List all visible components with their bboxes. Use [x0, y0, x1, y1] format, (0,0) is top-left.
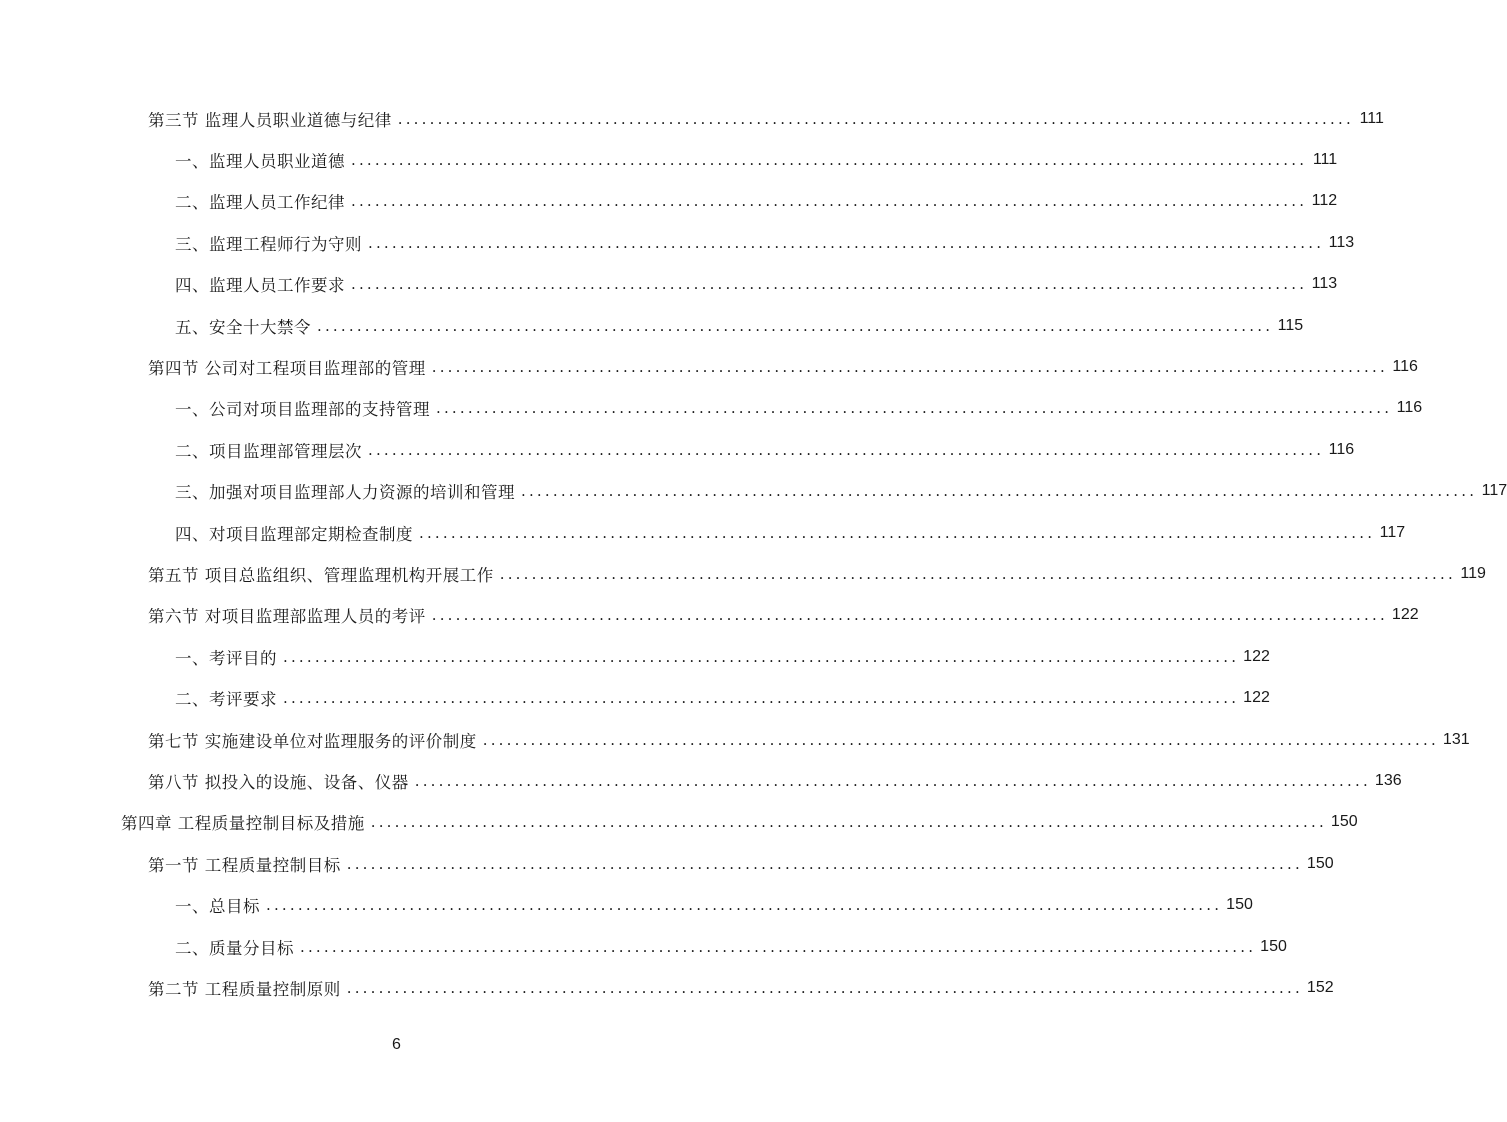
toc-entry-page: 115 — [1277, 316, 1304, 334]
toc-entry-title: 二、监理人员工作纪律 — [175, 193, 345, 213]
toc-entry[interactable] — [0, 677, 1270, 718]
toc-entry-page: 122 — [1243, 647, 1270, 665]
toc-dot-leader: ........................................................................................................................ — [436, 399, 1393, 418]
toc-entry[interactable] — [0, 98, 1384, 139]
toc-entry-page: 150 — [1330, 813, 1358, 831]
toc-dot-leader: ........................................................................................................................ — [283, 689, 1240, 708]
toc-dot-leader: ........................................................................................................................ — [499, 564, 1456, 583]
toc-entry[interactable] — [0, 429, 1355, 470]
toc-dot-leader: ........................................................................................................................ — [397, 109, 1354, 128]
toc-entry-title: 一、公司对项目监理部的支持管理 — [175, 400, 430, 420]
toc-dot-leader: ........................................................................................................................ — [266, 896, 1223, 915]
toc-entry-page: 152 — [1306, 978, 1334, 996]
toc-entry-title: 第六节 对项目监理部监理人员的考评 — [148, 607, 426, 627]
toc-dot-leader: ........................................................................................................................ — [431, 606, 1388, 625]
toc-entry-title: 第七节 实施建设单位对监理服务的评价制度 — [148, 731, 477, 751]
toc-entry-page: 116 — [1396, 399, 1423, 417]
toc-entry-title: 二、质量分目标 — [175, 938, 294, 958]
toc-dot-leader: ........................................................................................................................ — [346, 978, 1303, 997]
toc-entry[interactable] — [0, 471, 1507, 512]
toc-entry[interactable] — [0, 553, 1486, 594]
toc-entry-page: 113 — [1311, 275, 1338, 293]
table-of-contents — [0, 98, 1507, 1009]
toc-entry-page: 150 — [1226, 896, 1253, 914]
toc-dot-leader: ........................................................................................................................ — [419, 523, 1376, 542]
toc-entry[interactable] — [0, 305, 1304, 346]
toc-dot-leader: ........................................................................................................................ — [482, 730, 1439, 749]
toc-entry-page: 150 — [1306, 854, 1334, 872]
toc-entry[interactable] — [0, 388, 1423, 429]
toc-entry-page: 112 — [1311, 192, 1338, 210]
toc-entry-title: 第五节 项目总监组织、管理监理机构开展工作 — [148, 565, 494, 585]
toc-entry-page: 111 — [1359, 109, 1384, 127]
toc-dot-leader: ........................................................................................................................ — [317, 316, 1274, 335]
toc-dot-leader: ........................................................................................................................ — [351, 151, 1308, 170]
toc-dot-leader: ........................................................................................................................ — [283, 647, 1240, 666]
toc-entry-title: 四、对项目监理部定期检查制度 — [175, 524, 413, 544]
toc-entry[interactable] — [0, 719, 1470, 760]
toc-entry-page: 119 — [1460, 564, 1486, 582]
toc-entry-title: 一、考评目的 — [175, 648, 277, 668]
toc-entry-title: 第四章 工程质量控制目标及措施 — [121, 814, 365, 834]
toc-entry-page: 150 — [1260, 937, 1287, 955]
toc-entry-title: 第三节 监理人员职业道德与纪律 — [148, 110, 392, 130]
toc-entry-title: 第八节 拟投入的设施、设备、仪器 — [148, 772, 409, 792]
toc-dot-leader: ........................................................................................................................ — [300, 937, 1257, 956]
toc-dot-leader: ........................................................................................................................ — [346, 854, 1303, 873]
toc-entry-page: 116 — [1328, 440, 1355, 458]
toc-entry-page: 116 — [1392, 358, 1418, 376]
toc-entry[interactable] — [0, 512, 1406, 553]
toc-entry-page: 117 — [1379, 523, 1406, 541]
toc-entry[interactable] — [0, 760, 1402, 801]
toc-entry[interactable] — [0, 967, 1334, 1008]
page-number: 6 — [392, 1036, 401, 1053]
toc-dot-leader: ........................................................................................................................ — [414, 771, 1371, 790]
toc-entry[interactable] — [0, 636, 1270, 677]
toc-entry-title: 三、监理工程师行为守则 — [175, 234, 362, 254]
toc-entry-title: 一、总目标 — [175, 897, 260, 917]
toc-entry[interactable] — [0, 264, 1338, 305]
toc-entry-title: 二、考评要求 — [175, 690, 277, 710]
toc-entry[interactable] — [0, 139, 1338, 180]
toc-entry[interactable] — [0, 346, 1418, 387]
toc-dot-leader: ........................................................................................................................ — [368, 233, 1325, 252]
toc-entry-page: 122 — [1243, 689, 1270, 707]
toc-entry[interactable] — [0, 843, 1334, 884]
toc-entry-title: 二、项目监理部管理层次 — [175, 441, 362, 461]
toc-entry-title: 四、监理人员工作要求 — [175, 276, 345, 296]
toc-entry-page: 122 — [1391, 606, 1419, 624]
toc-entry[interactable] — [0, 222, 1355, 263]
toc-entry-title: 第二节 工程质量控制原则 — [148, 979, 341, 999]
toc-dot-leader: ........................................................................................................................ — [351, 275, 1308, 294]
toc-entry-page: 136 — [1374, 771, 1402, 789]
toc-entry[interactable] — [0, 802, 1358, 843]
toc-entry[interactable] — [0, 926, 1287, 967]
toc-entry[interactable] — [0, 595, 1419, 636]
toc-dot-leader: ........................................................................................................................ — [370, 813, 1327, 832]
toc-entry-page: 111 — [1312, 151, 1338, 169]
toc-dot-leader: ........................................................................................................................ — [368, 440, 1325, 459]
toc-dot-leader: ........................................................................................................................ — [521, 482, 1478, 501]
toc-entry-page: 117 — [1481, 482, 1507, 500]
toc-entry-title: 第四节 公司对工程项目监理部的管理 — [148, 359, 426, 379]
toc-entry-page: 113 — [1328, 233, 1355, 251]
toc-dot-leader: ........................................................................................................................ — [351, 192, 1308, 211]
toc-entry[interactable] — [0, 181, 1338, 222]
toc-entry[interactable] — [0, 884, 1253, 925]
toc-entry-title: 三、加强对项目监理部人力资源的培训和管理 — [175, 483, 515, 503]
toc-entry-title: 第一节 工程质量控制目标 — [148, 855, 341, 875]
toc-dot-leader: ........................................................................................................................ — [431, 358, 1388, 377]
toc-entry-page: 131 — [1442, 730, 1470, 748]
toc-entry-title: 五、安全十大禁令 — [175, 317, 311, 337]
toc-entry-title: 一、监理人员职业道德 — [175, 152, 345, 172]
